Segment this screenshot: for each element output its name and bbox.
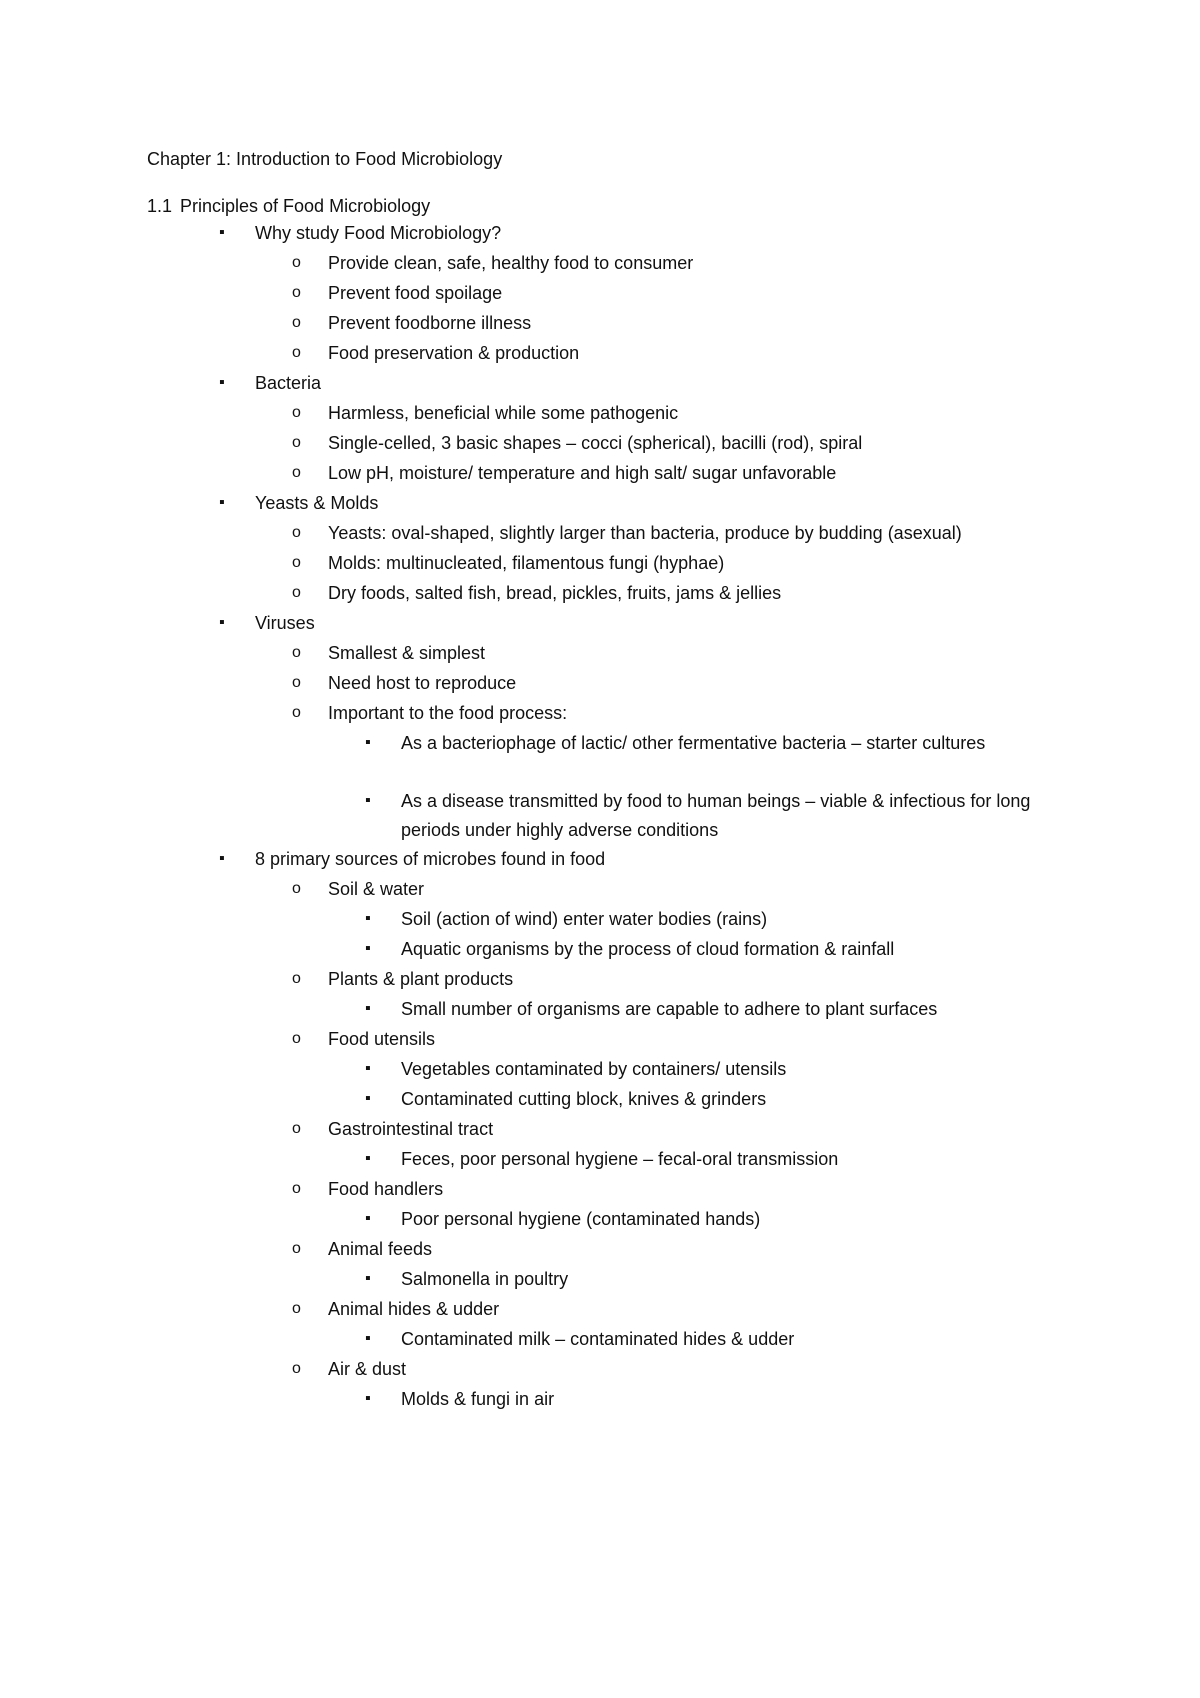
list-item: o Harmless, beneficial while some pathogenic [292, 403, 679, 423]
section-title: Principles of Food Microbiology [180, 196, 431, 216]
circle-bullet-icon: o [292, 464, 301, 481]
circle-bullet-icon: o [292, 674, 301, 691]
square-bullet-icon: ▪ [365, 1210, 371, 1227]
circle-bullet-icon: o [292, 970, 301, 987]
list-item: o Food handlers [292, 1179, 444, 1199]
list-item: o Animal hides & udder [292, 1299, 500, 1319]
list-item: ▪ Yeasts & Molds [219, 493, 379, 513]
list-item: o Soil & water [292, 879, 425, 899]
square-bullet-icon: ▪ [365, 1060, 371, 1077]
square-bullet-icon: ▪ [219, 374, 225, 391]
list-item: o Need host to reproduce [292, 673, 517, 693]
list-item: ▪ Contaminated milk – contaminated hides & udder [365, 1329, 795, 1349]
circle-bullet-icon: o [292, 404, 301, 421]
list-item: o Food preservation & production [292, 343, 580, 363]
list-item: ▪ Aquatic organisms by the process of cloud formation & rainfall [365, 939, 895, 959]
square-bullet-icon: ▪ [365, 1270, 371, 1287]
list-item: o Provide clean, safe, healthy food to consumer [292, 253, 694, 273]
list-item: ▪ Feces, poor personal hygiene – fecal-oral transmission [365, 1149, 839, 1169]
list-item: ▪ Small number of organisms are capable to adhere to plant surfaces [365, 999, 938, 1019]
square-bullet-icon: ▪ [219, 224, 225, 241]
list-item: ▪ Bacteria [219, 373, 322, 393]
list-item: ▪ Molds & fungi in air [365, 1389, 555, 1409]
list-item: o Dry foods, salted fish, bread, pickles, fruits, jams & jellies [292, 583, 782, 603]
section-heading [147, 196, 430, 216]
list-item: o Air & dust [292, 1359, 407, 1379]
circle-bullet-icon: o [292, 880, 301, 897]
square-bullet-icon: ▪ [365, 1150, 371, 1167]
circle-bullet-icon: o [292, 1300, 301, 1317]
list-item: ▪ Contaminated cutting block, knives & grinders [365, 1089, 767, 1109]
list-item: ▪ As a bacteriophage of lactic/ other fermentative bacteria – starter cultures [365, 733, 986, 753]
square-bullet-icon: ▪ [365, 940, 371, 957]
list-item: o Smallest & simplest [292, 643, 486, 663]
list-item: ▪ Why study Food Microbiology? [219, 223, 502, 243]
section-number: 1.1 [147, 196, 173, 216]
list-item: o Single-celled, 3 basic shapes – cocci (spherical), bacilli (rod), spiral [292, 433, 863, 453]
list-item: o Molds: multinucleated, filamentous fungi (hyphae) [292, 553, 725, 573]
square-bullet-icon: ▪ [365, 1090, 371, 1107]
square-bullet-icon: ▪ [365, 792, 371, 809]
list-item: o Gastrointestinal tract [292, 1119, 494, 1139]
outline-list [0, 223, 1200, 1419]
circle-bullet-icon: o [292, 314, 301, 331]
circle-bullet-icon: o [292, 434, 301, 451]
list-item: ▪ Viruses [219, 613, 315, 633]
list-item: ▪ Vegetables contaminated by containers/ utensils [365, 1059, 787, 1079]
list-item: o Prevent foodborne illness [292, 313, 532, 333]
circle-bullet-icon: o [292, 644, 301, 661]
list-item: ▪ Salmonella in poultry [365, 1269, 569, 1289]
list-item: o Low pH, moisture/ temperature and high salt/ sugar unfavorable [292, 463, 837, 483]
list-item: ▪ 8 primary sources of microbes found in food [219, 849, 606, 869]
square-bullet-icon: ▪ [365, 1000, 371, 1017]
chapter-title: Chapter 1: Introduction to Food Microbiology [147, 149, 503, 169]
circle-bullet-icon: o [292, 284, 301, 301]
square-bullet-icon: ▪ [219, 494, 225, 511]
list-item: o Yeasts: oval-shaped, slightly larger than bacteria, produce by budding (asexual) [292, 523, 962, 543]
square-bullet-icon: ▪ [219, 614, 225, 631]
list-item: ▪ As a disease transmitted by food to human beings – viable & infectious for long periods under highly adverse conditions [365, 791, 1031, 840]
list-item: ▪ Soil (action of wind) enter water bodies (rains) [365, 909, 768, 929]
list-item: o Food utensils [292, 1029, 436, 1049]
square-bullet-icon: ▪ [365, 910, 371, 927]
list-item: ▪ Poor personal hygiene (contaminated hands) [365, 1209, 761, 1229]
circle-bullet-icon: o [292, 584, 301, 601]
square-bullet-icon: ▪ [365, 734, 371, 751]
circle-bullet-icon: o [292, 254, 301, 271]
circle-bullet-icon: o [292, 704, 301, 721]
circle-bullet-icon: o [292, 344, 301, 361]
circle-bullet-icon: o [292, 1360, 301, 1377]
circle-bullet-icon: o [292, 524, 301, 541]
list-item: o Important to the food process: [292, 703, 568, 723]
square-bullet-icon: ▪ [219, 850, 225, 867]
circle-bullet-icon: o [292, 1120, 301, 1137]
circle-bullet-icon: o [292, 554, 301, 571]
circle-bullet-icon: o [292, 1240, 301, 1257]
square-bullet-icon: ▪ [365, 1390, 371, 1407]
list-item: o Prevent food spoilage [292, 283, 503, 303]
square-bullet-icon: ▪ [365, 1330, 371, 1347]
list-item: o Plants & plant products [292, 969, 514, 989]
circle-bullet-icon: o [292, 1180, 301, 1197]
list-item: o Animal feeds [292, 1239, 433, 1259]
circle-bullet-icon: o [292, 1030, 301, 1047]
